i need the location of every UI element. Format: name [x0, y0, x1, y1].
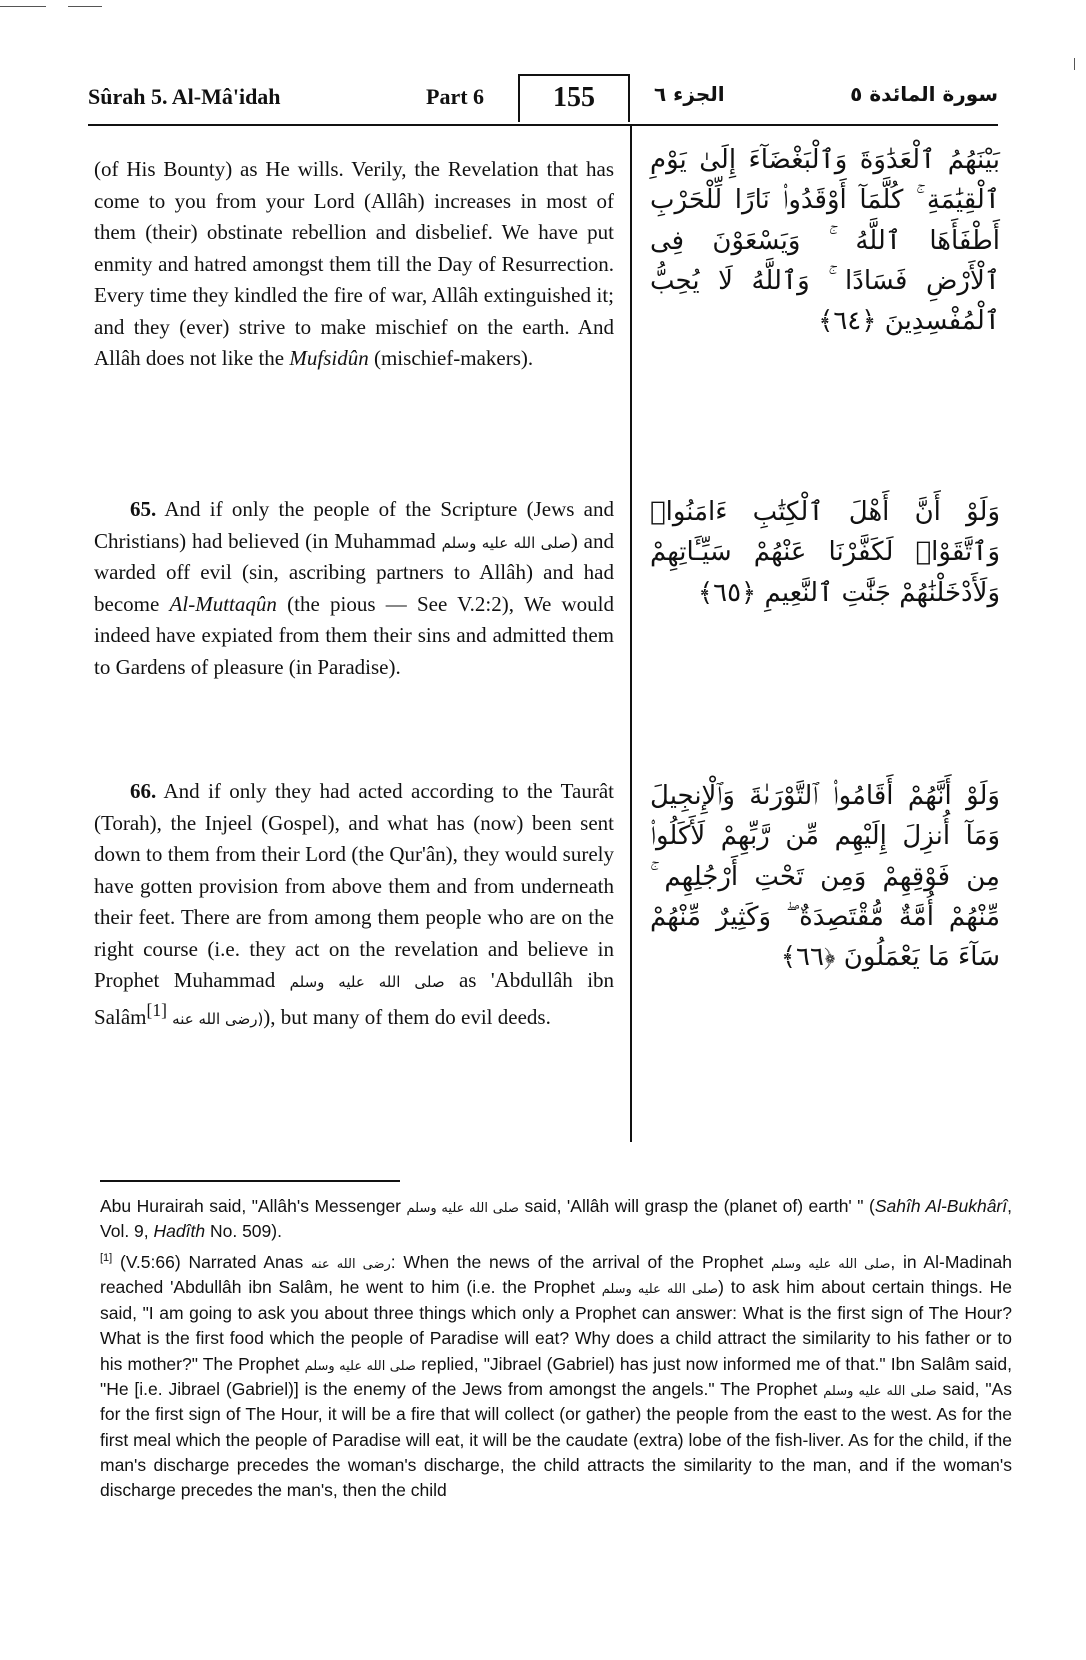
arabic-verse-65: وَلَوْ أَنَّ أَهْلَ ٱلْكِتَٰبِ ءَامَنُوا۟ وَٱتَّقَوْا۟ لَكَفَّرْنَا عَنْهُمْ سَيِّـَٔاتِهِمْ وَلَأَدْخَلْنَٰهُمْ جَنَّٰتِ ٱلنَّعِيمِ ﴿٦٥﴾	[650, 497, 1000, 608]
footnote-1: [1] (V.5:66) Narrated Anas رضى الله عنه: When the news of the arrival of the Prophet صلى الله عليه وسلم, in Al-Madinah reached 'Abdullâh ibn Salâm, he went to him (i.e. the Prophet صلى الله عليه وسلم) to ask him about certain things. He said, "I am going to ask you about three things which only a Prophet can answer: What is the first sign of The Hour? What is the first food which the people of Paradise will eat? Why does a child attract the similarity to his father or to his mother?" The Prophet صلى الله عليه وسلم replied, "Jibrael (Gabriel) has just now informed me of that." Ibn Salâm said, "He [i.e. Jibrael (Gabriel)] is the enemy of the Jews from amongst the angels." The Prophet صلى الله عليه وسلم said, "As for the first sign of The Hour, it will be a fire that will collect (or gather) the people from the east to the west. As for the first meal which the people of Paradise will eat, it will be the caudate (extra) lobe of the fish-liver. As for the child, if the man's discharge precedes the woman's discharge, the child attracts the similarity to the man, and if the woman's discharge precedes the man's, then the child	[100, 1252, 1013, 1501]
radi-glyph: (رضى الله عنه	[172, 1009, 264, 1028]
surah-title-english: Sûrah 5. Al-Mâ'idah	[88, 84, 281, 109]
scan-edge-mark	[68, 6, 102, 7]
footnote-rule	[100, 1180, 400, 1182]
term-muttaqun: Al-Muttaqûn	[169, 591, 277, 616]
verse-number: 66.	[130, 779, 157, 803]
juz-label-arabic: الجزء ٦	[654, 82, 725, 106]
term-mufsidun: Mufsidûn	[289, 346, 369, 370]
page-number-box	[518, 74, 630, 122]
verse-number: 65.	[130, 497, 157, 521]
surah-title-arabic: سورة المائدة ٥	[850, 82, 998, 106]
salawat-glyph: صلى الله عليه وسلم	[771, 1257, 891, 1272]
part-label: Part 6	[426, 84, 485, 109]
header-rule	[88, 124, 998, 126]
footnote-marker: [1]	[146, 999, 167, 1020]
radi-glyph: رضى الله عنه	[311, 1257, 391, 1272]
column-divider	[630, 124, 632, 1142]
footnote-marker: [1]	[100, 1252, 113, 1265]
salawat-glyph: صلى الله عليه وسلم	[304, 1358, 416, 1374]
salawat-glyph: صلى الله عليه وسلم	[289, 973, 445, 991]
scan-edge-mark	[1074, 58, 1075, 70]
scan-edge-mark	[0, 6, 46, 7]
salawat-glyph: صلى الله عليه وسلم	[601, 1282, 719, 1298]
salawat-glyph: صلى الله عليه وسلم	[406, 1201, 519, 1216]
salawat-glyph: صلى الله عليه وسلم	[441, 533, 571, 552]
arabic-verse-64: بَيْنَهُمُ ٱلْعَدَٰوَةَ وَٱلْبَغْضَآءَ إِلَىٰ يَوْمِ ٱلْقِيَٰمَةِ ۚ كُلَّمَآ أَوْقَدُوا۟ نَارًا لِّلْحَرْبِ أَطْفَأَهَا ٱللَّهُ ۚ وَيَسْعَوْنَ فِى ٱلْأَرْضِ فَسَادًا ۚ وَٱللَّهُ لَا يُحِبُّ ٱلْمُفْسِدِينَ ﴿٦٤﴾	[650, 145, 1000, 337]
page-number: 155	[553, 82, 595, 113]
salawat-glyph: صلى الله عليه وسلم	[823, 1383, 937, 1399]
translation-verse-66: 66. And if only they had acted according to the Taurât (Torah), the Injeel (Gospel), and what has (now) been sent down to them from their Lord (the Qur'ân), they would surely have gotten provision from above them and from underneath their feet. There are from among them people who are on the right course (i.e. they act on the revelation and believe in Prophet Muhammad صلى الله عليه وسلم as 'Abdullâh ibn Salâm[1] (رضى الله عنه), but many of them do evil deeds.	[94, 779, 615, 1029]
footnote-abu-hurairah: Abu Hurairah said, "Allâh's Messenger صلى الله عليه وسلم said, 'Allâh will grasp the (planet of) earth' " (Sahîh Al-Bukhârî, Vol. 9, Hadîth No. 509).	[100, 1196, 1012, 1242]
page-header	[88, 78, 998, 124]
arabic-verse-66: وَلَوْ أَنَّهُمْ أَقَامُوا۟ ٱلتَّوْرَىٰةَ وَٱلْإِنجِيلَ وَمَآ أُنزِلَ إِلَيْهِم مِّن رَّبِّهِمْ لَأَكَلُوا۟ مِن فَوْقِهِمْ وَمِن تَحْتِ أَرْجُلِهِم ۚ مِّنْهُمْ أُمَّةٌ مُّقْتَصِدَةٌ ۖ وَكَثِيرٌ مِّنْهُمْ سَآءَ مَا يَعْمَلُونَ ﴿٦٦﴾	[650, 781, 1000, 973]
translation-verse-65: 65. And if only the people of the Scripture (Jews and Christians) had believed (in Muhammad صلى الله عليه وسلم) and warded off evil (sin, ascribing partners to Allâh) and had become Al-Muttaqûn (the pious — See V.2:2), We would indeed have expiated from them their sins and admitted them to Gardens of pleasure (in Paradise).	[94, 497, 615, 679]
translation-paragraph-64: (of His Bounty) as He wills. Verily, the Revelation that has come to you from your Lord (Allâh) increases in most of them (their) obstinate rebellion and disbelief. We have put enmity and hatred amongst them till the Day of Resurrection. Every time they kindled the fire of war, Allâh extinguished it; and they (ever) strive to make mischief on the earth. And Allâh does not like the Mufsidûn (mischief-makers).	[94, 157, 614, 370]
